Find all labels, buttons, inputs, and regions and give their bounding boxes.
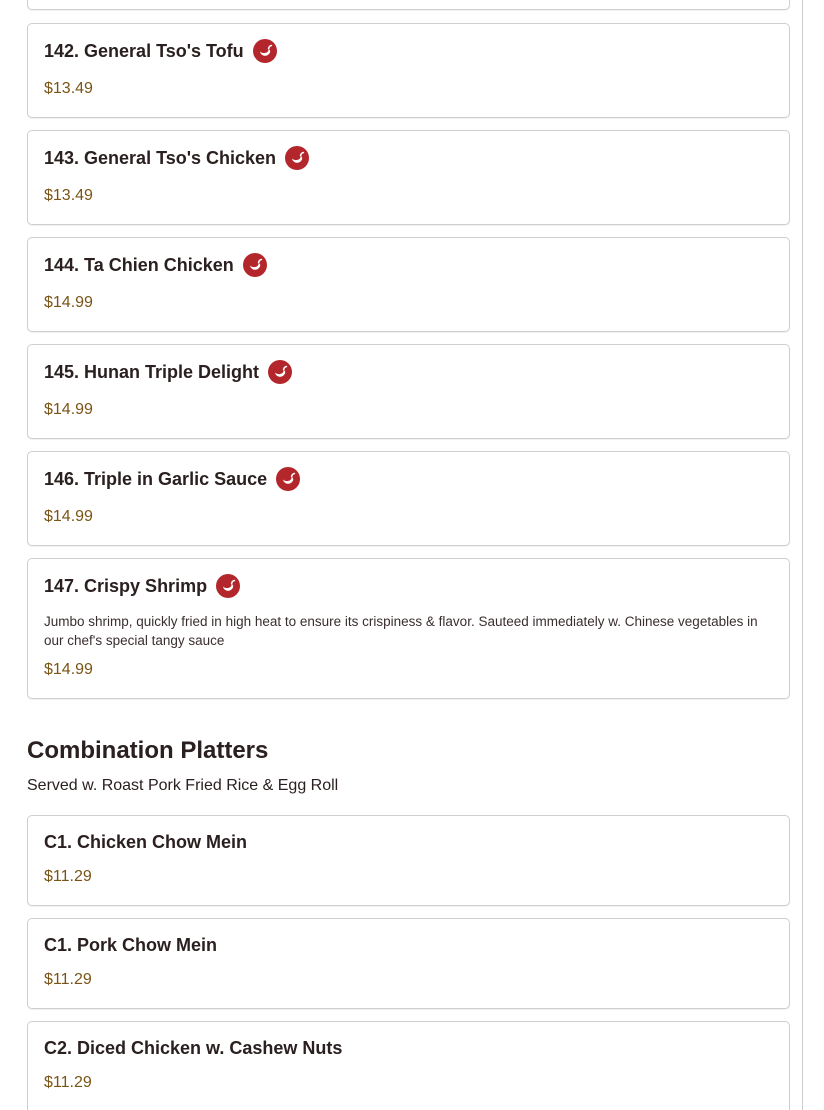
menu-item-title [44,574,240,598]
menu-item-title [44,146,309,170]
menu-item-card[interactable] [27,1021,790,1110]
menu-item-price: $11.29 [44,1074,92,1091]
page-right-border [802,0,803,1110]
menu-item-price: $14.99 [44,508,93,525]
menu-item-card[interactable] [27,815,790,906]
menu-item-name: C1. Chicken Chow Mein [44,832,248,852]
menu-item-card[interactable] [27,344,790,439]
menu-item-title [44,253,267,277]
menu-item-name: C1. Pork Chow Mein [44,935,218,955]
menu-item-title [44,467,300,491]
menu-item-card-partial[interactable] [27,0,790,10]
section-title: Combination Platters [27,737,269,764]
chili-pepper-icon [285,146,309,170]
menu-item-title [44,39,277,63]
menu-item-title [44,360,292,384]
menu-item-name: 143. General Tso's Chicken [44,147,277,168]
menu-item-name: 144. Ta Chien Chicken [44,254,234,275]
chili-pepper-icon [216,574,240,598]
menu-item-price: $13.49 [44,187,93,204]
menu-item-price: $14.99 [44,401,93,418]
menu-item-card[interactable] [27,130,790,225]
menu-item-name: 147. Crispy Shrimp [44,575,208,596]
menu-item-description: Jumbo shrimp, quickly fried in high heat to ensure its crispiness & flavor. Sauteed immediately w. Chinese vegetables in our chef's special tangy sauce [44,614,758,648]
menu-item-card[interactable] [27,23,790,118]
menu-item-price: $14.99 [44,661,93,678]
menu-item-card[interactable] [27,558,790,699]
menu-item-name: 145. Hunan Triple Delight [44,361,260,382]
menu-item-name: 142. General Tso's Tofu [44,40,244,61]
menu-item-price: $14.99 [44,294,93,311]
menu-item-title [44,832,247,853]
menu-item-name: 146. Triple in Garlic Sauce [44,468,268,489]
menu-item-card[interactable] [27,237,790,332]
chili-pepper-icon [276,467,300,491]
chili-pepper-icon [243,253,267,277]
menu-item-card[interactable] [27,918,790,1009]
menu-item-price: $11.29 [44,868,92,885]
menu-item-card[interactable] [27,451,790,546]
menu-item-name: C2. Diced Chicken w. Cashew Nuts [44,1038,343,1058]
menu-item-title [44,1038,342,1059]
section-subtitle: Served w. Roast Pork Fried Rice & Egg Roll [27,777,339,794]
menu-item-price: $13.49 [44,80,93,97]
menu-item-title [44,935,217,956]
menu-item-price: $11.29 [44,971,92,988]
chili-pepper-icon [268,360,292,384]
chili-pepper-icon [253,39,277,63]
